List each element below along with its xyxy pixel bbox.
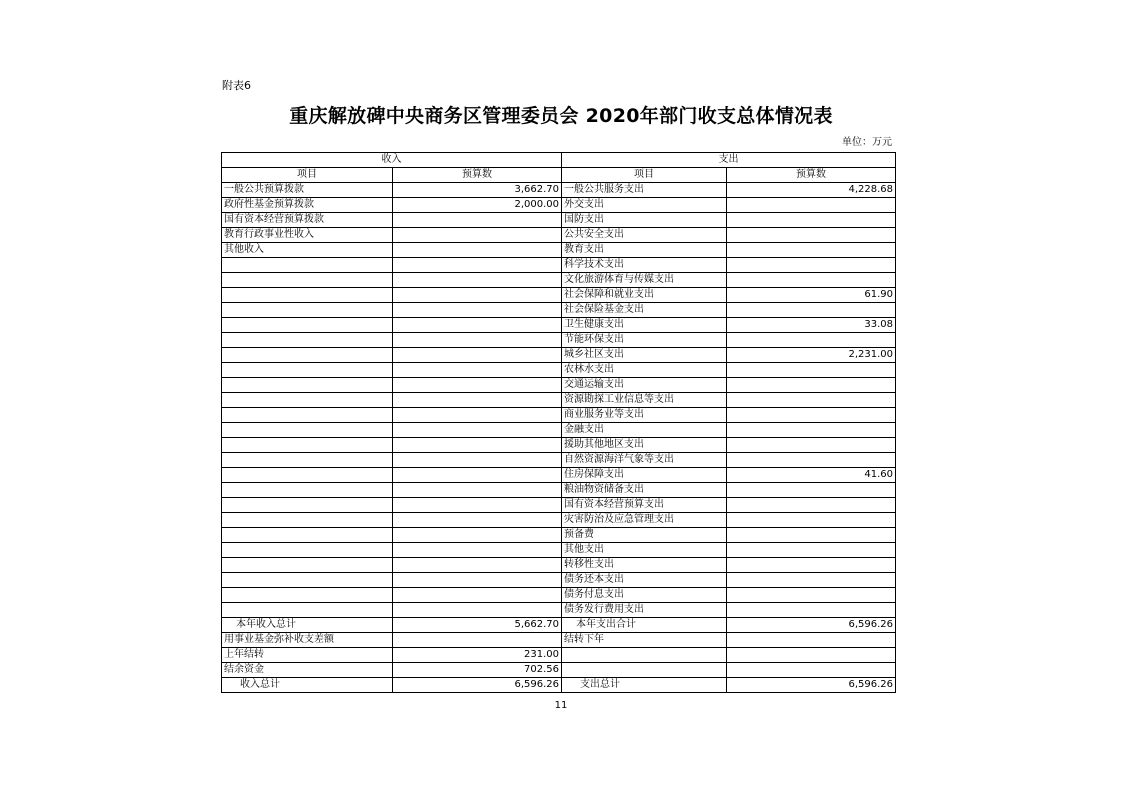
expense-budget-cell: [727, 483, 896, 498]
income-item-cell: [222, 288, 393, 303]
page-number: 11: [554, 700, 568, 711]
expense-item-cell: 商业服务业等支出: [562, 408, 727, 423]
table-row: [222, 528, 896, 543]
table-row: [222, 438, 896, 453]
expense-budget-cell: 2,231.00: [727, 348, 896, 363]
expense-budget-cell: 41.60: [727, 468, 896, 483]
expense-item-cell: 城乡社区支出: [562, 348, 727, 363]
expense-budget-cell: [727, 423, 896, 438]
table-row: [222, 348, 896, 363]
income-item-cell: [222, 393, 393, 408]
income-budget-cell: [393, 573, 562, 588]
income-budget-cell: [393, 303, 562, 318]
income-item-cell: [222, 318, 393, 333]
table-row: [222, 588, 896, 603]
income-item-cell: [222, 483, 393, 498]
expense-budget-cell: 61.90: [727, 288, 896, 303]
expense-section-header: 支出: [562, 153, 896, 168]
expense-item-cell: 节能环保支出: [562, 333, 727, 348]
income-budget-cell: [393, 363, 562, 378]
table-row: [222, 333, 896, 348]
expense-item-cell: 债务付息支出: [562, 588, 727, 603]
income-budget-cell: [393, 213, 562, 228]
income-budget-cell: [393, 348, 562, 363]
income-budget-cell: [393, 258, 562, 273]
expense-item-cell: 支出总计: [562, 678, 727, 693]
income-budget-cell: [393, 513, 562, 528]
income-budget-cell: 2,000.00: [393, 198, 562, 213]
income-item-cell: [222, 498, 393, 513]
income-item-cell: 结余资金: [222, 663, 393, 678]
expense-item-cell: 援助其他地区支出: [562, 438, 727, 453]
table-row: [222, 543, 896, 558]
expense-item-cell: 国防支出: [562, 213, 727, 228]
table-body: [222, 183, 896, 693]
expense-item-cell: 国有资本经营预算支出: [562, 498, 727, 513]
expense-item-cell: 科学技术支出: [562, 258, 727, 273]
expense-budget-cell: [727, 213, 896, 228]
income-item-header: 项目: [222, 168, 393, 183]
expense-budget-cell: [727, 663, 896, 678]
income-budget-cell: [393, 393, 562, 408]
income-budget-cell: [393, 603, 562, 618]
table-row: [222, 213, 896, 228]
table-row: [222, 423, 896, 438]
expense-budget-cell: [727, 558, 896, 573]
income-item-cell: [222, 408, 393, 423]
income-item-cell: 一般公共预算拨款: [222, 183, 393, 198]
expense-budget-cell: [727, 378, 896, 393]
expense-item-cell: 金融支出: [562, 423, 727, 438]
expense-budget-cell: 33.08: [727, 318, 896, 333]
table-row: [222, 453, 896, 468]
expense-budget-cell: [727, 303, 896, 318]
expense-budget-header: 预算数: [727, 168, 896, 183]
expense-budget-cell: [727, 603, 896, 618]
expense-budget-cell: [727, 648, 896, 663]
income-item-cell: [222, 273, 393, 288]
income-item-cell: [222, 513, 393, 528]
expense-item-cell: [562, 663, 727, 678]
income-budget-cell: [393, 453, 562, 468]
income-item-cell: 教育行政事业性收入: [222, 228, 393, 243]
income-budget-cell: [393, 633, 562, 648]
expense-item-cell: [562, 648, 727, 663]
income-budget-cell: [393, 288, 562, 303]
income-item-cell: [222, 303, 393, 318]
table-row: [222, 558, 896, 573]
income-item-cell: [222, 558, 393, 573]
income-budget-cell: 3,662.70: [393, 183, 562, 198]
income-item-cell: [222, 528, 393, 543]
expense-budget-cell: [727, 528, 896, 543]
expense-budget-cell: [727, 273, 896, 288]
expense-budget-cell: [727, 453, 896, 468]
expense-item-cell: 本年支出合计: [562, 618, 727, 633]
expense-budget-cell: 4,228.68: [727, 183, 896, 198]
expense-item-cell: 其他支出: [562, 543, 727, 558]
table-row: [222, 243, 896, 258]
expense-budget-cell: [727, 363, 896, 378]
expense-item-cell: 债务发行费用支出: [562, 603, 727, 618]
income-budget-header: 预算数: [393, 168, 562, 183]
income-item-cell: [222, 438, 393, 453]
expense-item-cell: 资源勘探工业信息等支出: [562, 393, 727, 408]
table-row: [222, 618, 896, 633]
table-row: [222, 228, 896, 243]
income-item-cell: [222, 453, 393, 468]
income-item-cell: [222, 603, 393, 618]
expense-item-cell: 预备费: [562, 528, 727, 543]
expense-budget-cell: [727, 543, 896, 558]
income-item-cell: [222, 333, 393, 348]
expense-item-cell: 社会保险基金支出: [562, 303, 727, 318]
income-budget-cell: 6,596.26: [393, 678, 562, 693]
expense-item-cell: 债务还本支出: [562, 573, 727, 588]
expense-budget-cell: [727, 438, 896, 453]
expense-item-header: 项目: [562, 168, 727, 183]
income-budget-cell: [393, 558, 562, 573]
income-budget-cell: [393, 588, 562, 603]
income-budget-cell: 231.00: [393, 648, 562, 663]
expense-item-cell: 农林水支出: [562, 363, 727, 378]
income-item-cell: [222, 258, 393, 273]
expense-item-cell: 文化旅游体育与传媒支出: [562, 273, 727, 288]
income-item-cell: [222, 363, 393, 378]
table-row: [222, 303, 896, 318]
income-budget-cell: [393, 468, 562, 483]
table-row: [222, 258, 896, 273]
income-item-cell: 其他收入: [222, 243, 393, 258]
table-row: [222, 633, 896, 648]
unit-label: 单位：万元: [842, 137, 892, 148]
income-section-header: 收入: [222, 153, 562, 168]
income-budget-cell: [393, 228, 562, 243]
income-item-cell: 用事业基金弥补收支差额: [222, 633, 393, 648]
table-row: [222, 288, 896, 303]
income-item-cell: [222, 543, 393, 558]
expense-budget-cell: [727, 228, 896, 243]
table-row: [222, 198, 896, 213]
expense-item-cell: 社会保障和就业支出: [562, 288, 727, 303]
income-budget-cell: [393, 273, 562, 288]
expense-item-cell: 粮油物资储备支出: [562, 483, 727, 498]
income-budget-cell: [393, 543, 562, 558]
expense-item-cell: 转移性支出: [562, 558, 727, 573]
table-row: [222, 273, 896, 288]
attachment-label: 附表6: [222, 79, 251, 92]
income-budget-cell: 5,662.70: [393, 618, 562, 633]
page-title: 重庆解放碑中央商务区管理委员会 2020年部门收支总体情况表: [289, 105, 833, 127]
expense-budget-cell: [727, 243, 896, 258]
expense-budget-cell: [727, 573, 896, 588]
table-row: [222, 513, 896, 528]
table-row: [222, 498, 896, 513]
income-item-cell: [222, 348, 393, 363]
income-item-cell: 收入总计: [222, 678, 393, 693]
table-row: [222, 408, 896, 423]
expense-item-cell: 卫生健康支出: [562, 318, 727, 333]
income-budget-cell: [393, 438, 562, 453]
income-item-cell: 国有资本经营预算拨款: [222, 213, 393, 228]
table-row: [222, 183, 896, 198]
table-row: [222, 468, 896, 483]
income-budget-cell: [393, 333, 562, 348]
expense-budget-cell: [727, 198, 896, 213]
income-budget-cell: 702.56: [393, 663, 562, 678]
expense-item-cell: 结转下年: [562, 633, 727, 648]
income-budget-cell: [393, 528, 562, 543]
income-budget-cell: [393, 318, 562, 333]
income-budget-cell: [393, 243, 562, 258]
income-item-cell: 政府性基金预算拨款: [222, 198, 393, 213]
income-item-cell: [222, 468, 393, 483]
expense-item-cell: 交通运输支出: [562, 378, 727, 393]
expense-budget-cell: 6,596.26: [727, 678, 896, 693]
table-row: [222, 318, 896, 333]
table-row: [222, 393, 896, 408]
income-budget-cell: [393, 408, 562, 423]
expense-item-cell: 教育支出: [562, 243, 727, 258]
expense-item-cell: 外交支出: [562, 198, 727, 213]
table-row: [222, 603, 896, 618]
budget-table: [221, 152, 896, 693]
income-item-cell: [222, 588, 393, 603]
table-row: [222, 663, 896, 678]
expense-item-cell: 公共安全支出: [562, 228, 727, 243]
table-row: [222, 483, 896, 498]
income-item-cell: 本年收入总计: [222, 618, 393, 633]
expense-budget-cell: [727, 258, 896, 273]
income-item-cell: [222, 423, 393, 438]
expense-item-cell: 灾害防治及应急管理支出: [562, 513, 727, 528]
expense-item-cell: 自然资源海洋气象等支出: [562, 453, 727, 468]
expense-budget-cell: [727, 498, 896, 513]
expense-budget-cell: [727, 588, 896, 603]
income-item-cell: 上年结转: [222, 648, 393, 663]
table-row: [222, 648, 896, 663]
expense-budget-cell: [727, 393, 896, 408]
expense-item-cell: 住房保障支出: [562, 468, 727, 483]
income-budget-cell: [393, 423, 562, 438]
table-row: [222, 678, 896, 693]
expense-budget-cell: [727, 513, 896, 528]
income-budget-cell: [393, 498, 562, 513]
expense-item-cell: 一般公共服务支出: [562, 183, 727, 198]
expense-budget-cell: [727, 408, 896, 423]
expense-budget-cell: [727, 633, 896, 648]
income-item-cell: [222, 378, 393, 393]
income-budget-cell: [393, 378, 562, 393]
table-row: [222, 573, 896, 588]
table-row: [222, 363, 896, 378]
expense-budget-cell: [727, 333, 896, 348]
table-row: [222, 378, 896, 393]
expense-budget-cell: 6,596.26: [727, 618, 896, 633]
income-budget-cell: [393, 483, 562, 498]
income-item-cell: [222, 573, 393, 588]
